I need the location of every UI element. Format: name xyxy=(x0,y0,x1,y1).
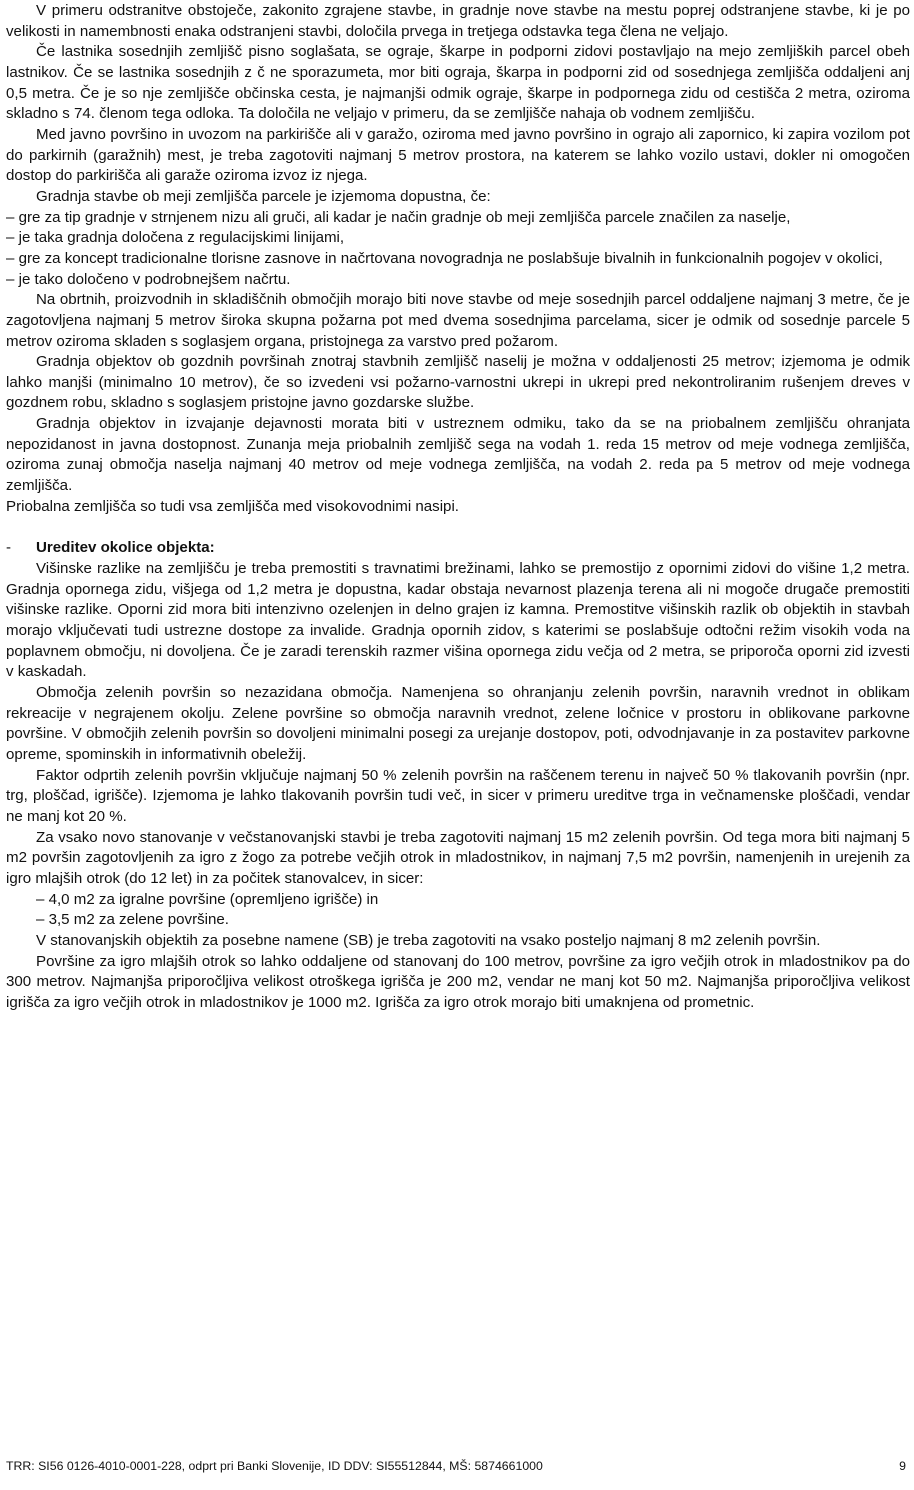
paragraph-industrial-zones: Na obrtnih, proizvodnih in skladiščnih območjih morajo biti nove stavbe od meje sosednjih parcel oddaljene najmanj 3 metre, če je zagotovljena najmanj 5 metrov široka skupna požarna pot med dvema sosednjima parcelama, sicer je odmik od sosednje parcele 5 metrov oziroma skladen s soglasjem organa, pristojnega za varstvo pred požarom. xyxy=(6,291,910,350)
paragraph-special-housing: V stanovanjskih objektih za posebne namene (SB) je treba zagotoviti na vsako posteljo najmanj 8 m2 zelenih površin. xyxy=(36,931,821,949)
paragraph-flood-embankments: Priobalna zemljišča so tudi vsa zemljišča med visokovodnimi nasipi. xyxy=(6,497,459,515)
paragraph-forest-areas: Gradnja objektov ob gozdnih površinah znotraj stavbnih zemljišč naselij je možna v oddaljenosti 25 metrov; izjemoma je odmik lahko manjši (minimalno 10 metrov), če so izvedeni vsi požarno-varnostni ukrepi in ukrepi pred nekontroliranim rušenjem dreves v gozdnem robu, skladno s soglasjem pristojne javno gozdarske službe. xyxy=(6,353,910,412)
paragraph-green-per-dwelling: Za vsako novo stanovanje v večstanovanjski stavbi je treba zagotoviti najmanj 15 m2 zelenih površin. Od tega mora biti najmanj 5 m2 površin zagotovljenih za igro z žogo za potrebe večjih otrok in mladostnikov, in najmanj 7,5 m2 površin, namenjenih in urejenih za igro mlajših otrok (do 12 let) in za počitek stanovalcev, in sicer: xyxy=(6,828,910,887)
footer-bank-info: TRR: SI56 0126-4010-0001-228, odprt pri Banki Slovenije, ID DDV: SI55512844, MŠ: 5874661000 xyxy=(6,1459,543,1473)
list-item: – je taka gradnja določena z regulacijskimi linijami, xyxy=(6,229,345,247)
section-heading xyxy=(6,538,910,559)
list-item: – gre za koncept tradicionalne tlorisne zasnove in načrtovana novogradnja ne poslabšuje bivalnih in funkcionalnih pogojev v okolici, xyxy=(6,249,883,267)
paragraph-height-differences: Višinske razlike na zemljišču je treba premostiti s travnatimi brežinami, lahko se premostijo z opornimi zidovi do višine 1,2 metra. Gradnja opornega zidu, višjega od 1,2 metra je dopustna, kadar obstaja nevarnost plazenja terena ali ni mogoče drugače premostiti višinske razlike. Oporni zid mora biti intenzivno ozelenjen in delno grajen iz kamna. Premostitve višinskih razlik ob objektih in stavbah morajo vključevati tudi ustrezne dostope za invalide. Gradnja opornih zidov, s katerimi se poslabšuje odtočni režim visokih voda na poplavnem območju, ni dovoljena. Če je zaradi terenskih razmer višina opornega zidu večja od 2 metra, se priporoča oporni zid izvesti v kaskadah. xyxy=(6,560,910,681)
page-number: 9 xyxy=(899,1459,906,1473)
list-item: – 3,5 m2 za zelene površine. xyxy=(36,911,229,929)
paragraph-fences-neighbours: Če lastnika sosednjih zemljišč pisno soglašata, se ograje, škarpe in podporni zidovi postavljajo na mejo zemljiških parcel obeh lastnikov. Če se lastnika sosednjih z č ne sporazumeta, mor biti ograja, škarpa in podporni zid od sosednjega zemljišča oddaljeni anj 0,5 metra. Če je so nje zemljišče občinska cesta, je najmanjši odmik ograje, škarpe in podpornega zidu od cestišča 2 metra, oziroma skladno s 74. členom tega odloka. Ta določila ne veljajo v primeru, da se zemljišče nahaja ob vodnem zemljišču. xyxy=(6,43,910,123)
spacer xyxy=(6,517,910,538)
paragraph-playgrounds: Površine za igro mlajših otrok so lahko oddaljene od stanovanj do 100 metrov, površine za igro večjih otrok in mladostnikov pa do 300 metrov. Najmanjša priporočljiva velikost otroškega igrišča je 200 m2, vendar ne manj kot 50 m2. Najmanjša priporočljiva velikost igrišča za igro večjih otrok in mladostnikov je 1000 m2. Igrišča za igro otrok morajo biti umaknjena od prometnic. xyxy=(6,952,910,1011)
list-item: – je tako določeno v podrobnejšem načrtu. xyxy=(6,270,291,288)
paragraph-riparian-land: Gradnja objektov in izvajanje dejavnosti morata biti v ustreznem odmiku, tako da se na priobalnem zemljišču ohranjata nepozidanost in javna dostopnost. Zunanja meja priobalnih zemljišč sega na vodah 1. reda 15 metrov od meje vodnega zemljišča, oziroma zunaj območja naselja najmanj 40 metrov od meje vodnega zemljišča, na vodah 2. reda pa 5 metrov od meje vodnega zemljišča. xyxy=(6,415,910,495)
list-item: – 4,0 m2 za igralne površine (opremljeno igrišče) in xyxy=(36,890,379,908)
paragraph-green-factor: Faktor odprtih zelenih površin vključuje najmanj 50 % zelenih površin na raščenem terenu in največ 50 % tlakovanih površin (npr. trg, ploščad, igrišče). Izjemoma je lahko tlakovanih površin tudi več, in sicer v primeru ureditve trga in večnamenske ploščadi, vendar ne manj kot 20 %. xyxy=(6,766,910,825)
paragraph-parking-access: Med javno površino in uvozom na parkirišče ali v garažo, oziroma med javno površino in ograjo ali zapornico, ki zapira vozilom pot do parkirnih (garažnih) mest, je treba zagotoviti najmanj 5 metrov prostora, na katerem se lahko vozilo ustavi, dokler ni omogočen dostop do parkirišča ali garaže oziroma izvoz iz njega. xyxy=(6,125,910,185)
paragraph-boundary-building: Gradnja stavbe ob meji zemljišča parcele je izjemoma dopustna, če: xyxy=(36,187,491,205)
paragraph-green-areas: Območja zelenih površin so nezazidana območja. Namenjena so ohranjanju zelenih površin, naravnih vrednot in oblikam rekreacije v negrajenem okolju. Zelene površine so območja naravnih vrednot, zelene ločnice v prostoru in oblikovane parkovne površine. V območjih zelenih površin so dovoljeni minimalni posegi za urejanje dostopov, poti, odvodnjavanje in za postavitev parkovne opreme, spominskih in informativnih obeležij. xyxy=(6,684,910,763)
heading-title: Ureditev okolice objekta: xyxy=(36,539,215,557)
list-item: – gre za tip gradnje v strnjenem nizu ali gruči, ali kadar je način gradnje ob meji zemljišča parcele značilen za naselje, xyxy=(6,208,791,226)
document-body xyxy=(6,1,910,1014)
page-footer xyxy=(6,1458,906,1474)
heading-dash: - xyxy=(6,539,12,557)
paragraph-demolition-replacement: V primeru odstranitve obstoječe, zakonito zgrajene stavbe, in gradnje nove stavbe na mestu poprej odstranjene stavbe, ki je po velikosti in namembnosti enaka odstranjeni stavbi, določila prvega in tretjega odstavka tega člena ne veljajo. xyxy=(6,2,910,40)
